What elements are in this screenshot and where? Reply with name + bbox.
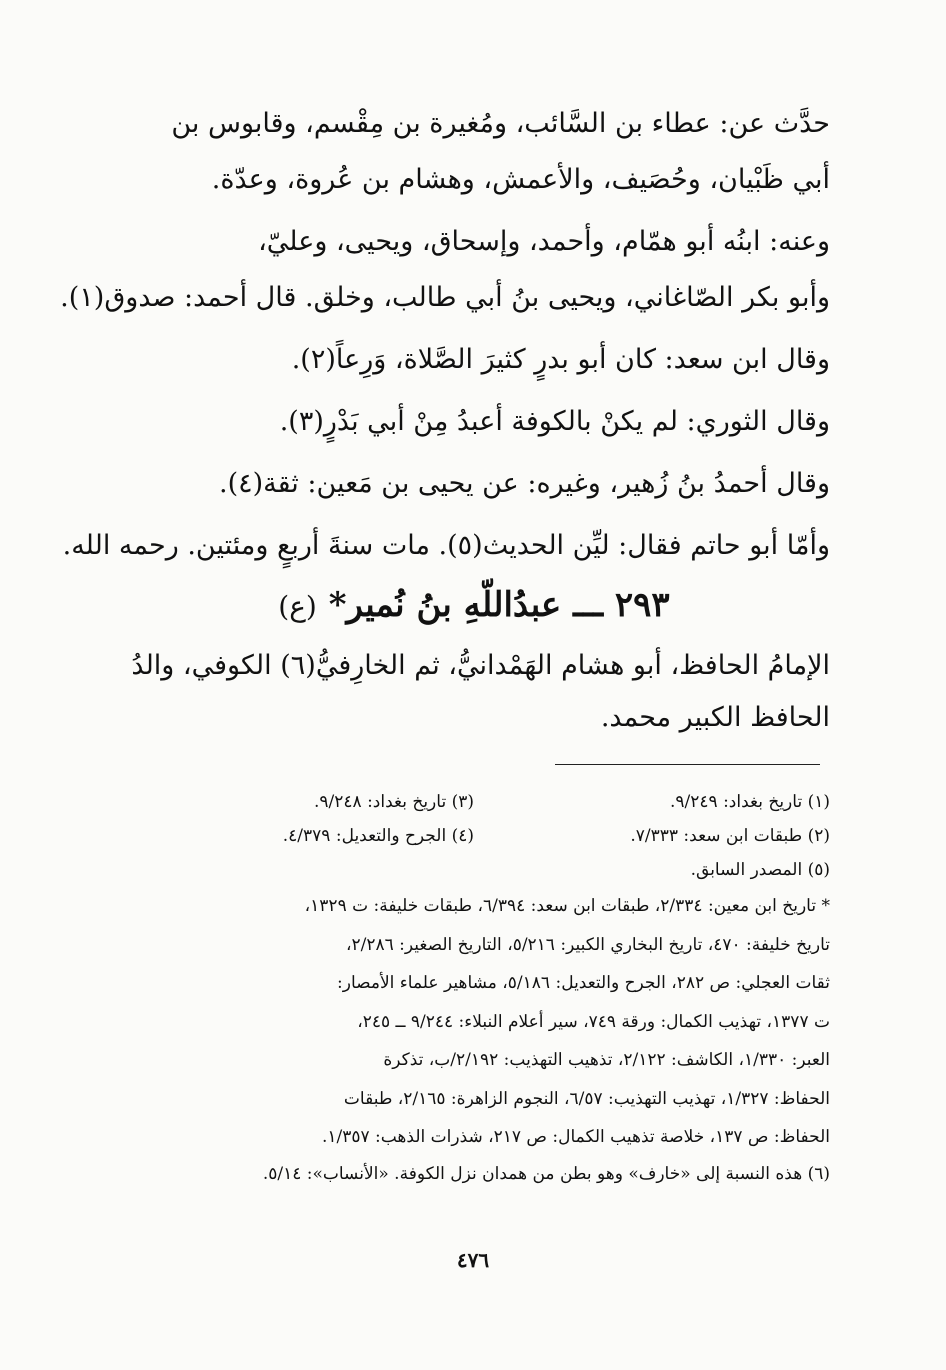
footnote-2: (٢) طبقات ابن سعد: ٧/٣٣٣.	[630, 826, 830, 846]
text-line: وقال ابن سعد: كان أبو بدرٍ كثيرَ الصَّلاة، وَرِعاً(٢).	[291, 344, 830, 375]
paragraph-narrators	[118, 96, 830, 208]
footnote-row	[118, 819, 830, 853]
footnote-row	[118, 785, 830, 819]
footnote-4: (٤) الجرح والتعديل: ٤/٣٧٩.	[282, 826, 474, 846]
sources-line: ثقات العجلي: ص ٢٨٢، الجرح والتعديل: ٥/١٨٦، مشاهير علماء الأمصار:	[337, 973, 830, 993]
entry-title: ٢٩٣ ـــ عبدُاللّهِ بنُ نُمير*	[328, 585, 670, 625]
bio-line: الإمامُ الحافظ، أبو هشام الهَمْدانيُّ، ثم الخارِفيُّ(٦) الكوفي، والدُ	[131, 650, 830, 681]
paragraph-ibn-saad	[118, 332, 830, 388]
text-line: وقال أحمدُ بنُ زُهير، وغيره: عن يحيى بن مَعين: ثقة(٤).	[219, 468, 830, 499]
paragraph-students	[60, 214, 830, 326]
text-line: وعنه: ابنُه أبو همّام، وأحمد، وإسحاق، ويحيى، وعليّ،	[258, 226, 830, 257]
bio-line: الحافظ الكبير محمد.	[600, 702, 830, 733]
main-text	[60, 96, 830, 580]
text-line: وقال الثوري: لم يكنْ بالكوفة أعبدُ مِنْ أبي بَدْرٍ(٣).	[279, 406, 830, 437]
footnote-1: (١) تاريخ بغداد: ٩/٢٤٩.	[670, 792, 830, 812]
paragraph-abu-hatim	[62, 518, 830, 574]
entry-bio	[118, 640, 830, 744]
sources-line: الحفاظ: ص ١٣٧، خلاصة تذهيب الكمال: ص ٢١٧، شذرات الذهب: ١/٣٥٧.	[321, 1127, 830, 1147]
sources-line: * تاريخ ابن معين: ٢/٣٣٤، طبقات ابن سعد: ٦/٣٩٤، طبقات خليفة: ت ١٣٢٩،	[304, 896, 830, 916]
text-line: وأمّا أبو حاتم فقال: ليِّن الحديث(٥). مات سنةَ أربعٍ ومئتين. رحمه الله.	[62, 530, 830, 561]
text-line: حدَّث عن: عطاء بن السَّائب، ومُغيرة بن مِقْسم، وقابوس بن	[171, 108, 830, 139]
sources-line: العبر: ١/٣٣٠، الكاشف: ٢/١٢٢، تذهيب التهذيب: ٢/١٩٢/ب، تذكرة	[383, 1050, 830, 1070]
paragraph-thawri	[118, 394, 830, 450]
footnote-3: (٣) تاريخ بغداد: ٩/٢٤٨.	[314, 792, 474, 812]
footnote-6: (٦) هذه النسبة إلى «خارف» وهو بطن من همدان نزل الكوفة. «الأنساب»: ٥/١٤.	[262, 1163, 830, 1184]
entry-symbol: (ع)	[278, 590, 317, 623]
text-line: أبي ظَبْيان، وحُصَيف، والأعمش، وهشام بن عُروة، وعدّة.	[211, 164, 830, 195]
footnotes	[118, 785, 830, 1191]
text-line: وأبو بكر الصّاغاني، ويحيى بنُ أبي طالب، وخلق. قال أحمد: صدوق(١).	[60, 282, 830, 313]
entry-heading	[118, 575, 830, 637]
sources-footnote	[118, 887, 830, 1157]
page-number: ٤٧٦	[456, 1248, 490, 1272]
footnote-divider	[555, 764, 820, 765]
paragraph-ahmad	[118, 456, 830, 512]
sources-line: الحفاظ: ١/٣٢٧، تهذيب التهذيب: ٦/٥٧، النجوم الزاهرة: ٢/١٦٥، طبقات	[343, 1088, 830, 1109]
footnote-5: (٥) المصدر السابق.	[690, 860, 830, 880]
sources-line: تاريخ خليفة: ٤٧٠، تاريخ البخاري الكبير: ٥/٢١٦، التاريخ الصغير: ٢/٢٨٦،	[346, 934, 830, 955]
sources-line: ت ١٣٧٧، تهذيب الكمال: ورقة ٧٤٩، سير أعلام النبلاء: ٩/٢٤٤ ــ ٢٤٥،	[357, 1011, 830, 1032]
